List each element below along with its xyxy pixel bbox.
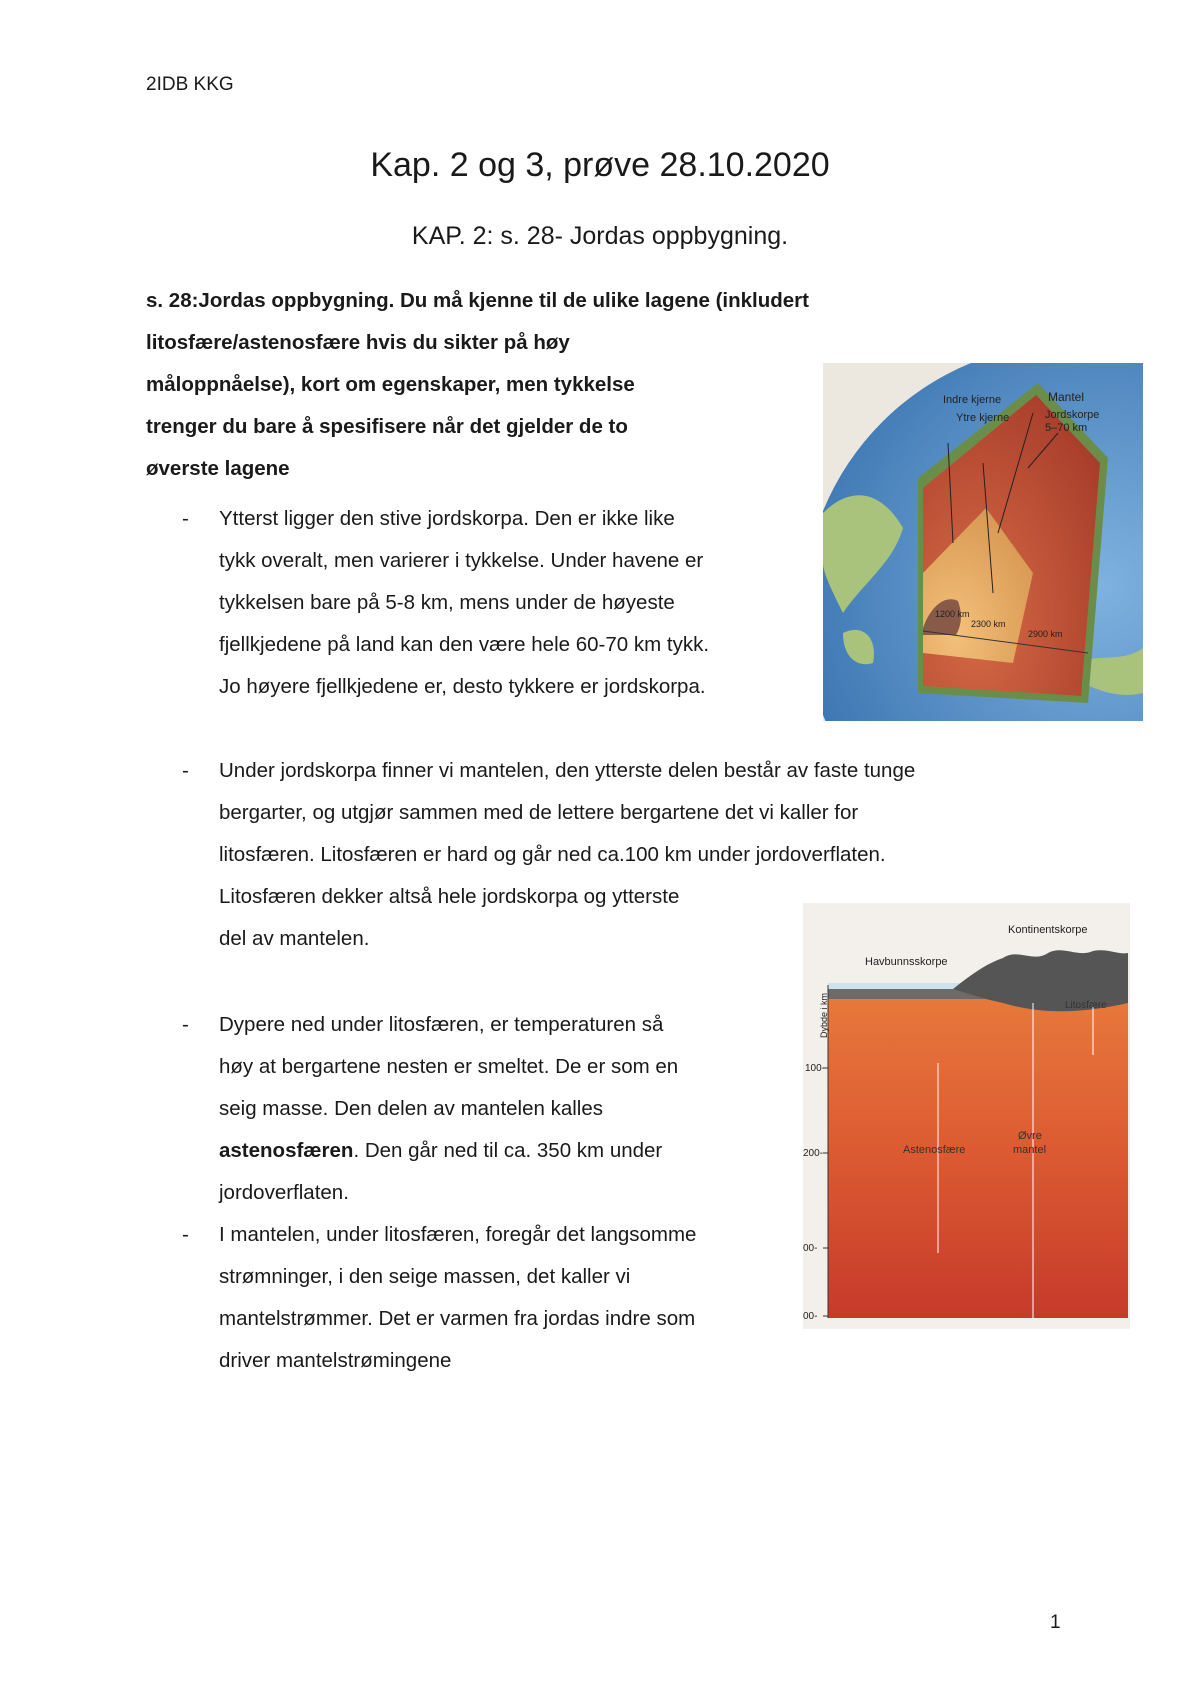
bullet-dash: - [182, 1223, 189, 1246]
label-outer-core: Ytre kjerne [956, 412, 1010, 424]
label-depth-axis: Dybde i km [819, 992, 829, 1038]
bullet-line: tykkelsen bare på 5-8 km, mens under de høyeste [219, 591, 675, 614]
lithosphere-cross-section-figure [803, 903, 1130, 1329]
bold-term: astenosfæren [219, 1139, 354, 1162]
label-upper-mantle: Øvre [1018, 1130, 1042, 1142]
page-header: 2IDB KKG [146, 74, 234, 95]
page-number: 1 [1050, 1612, 1061, 1633]
bullet-line: fjellkjedene på land kan den være hele 60-70 km tykk. [219, 633, 710, 656]
intro-line: s. 28:Jordas oppbygning. Du må kjenne til de ulike lagene (inkludert [146, 289, 809, 312]
intro-line: øverste lagene [146, 457, 290, 480]
label-radius-2: 2300 km [971, 619, 1006, 629]
bullet-line: jordoverflaten. [219, 1181, 349, 1204]
intro-line: trenger du bare å spesifisere når det gjelder de to [146, 415, 628, 438]
label-upper-mantle: mantel [1013, 1144, 1047, 1156]
tick-label: 00- [803, 1243, 818, 1254]
intro-line: måloppnåelse), kort om egenskaper, men tykkelse [146, 373, 635, 396]
label-lithosphere: Litosfære [1065, 1000, 1107, 1011]
bullet-line: Under jordskorpa finner vi mantelen, den ytterste delen består av faste tunge [219, 759, 916, 782]
bullet-line: I mantelen, under litosfæren, foregår det langsomme [219, 1223, 697, 1246]
bullet-line: Litosfæren dekker altså hele jordskorpa og ytterste [219, 885, 680, 908]
bullet-line: Ytterst ligger den stive jordskorpa. Den er ikke like [219, 507, 675, 530]
earth-layers-figure [823, 363, 1143, 721]
label-crust: Jordskorpe [1045, 409, 1100, 421]
label-inner-core: Indre kjerne [943, 394, 1002, 406]
bullet-line: bergarter, og utgjør sammen med de lettere bergartene det vi kaller for [219, 801, 859, 824]
bullet-line: seig masse. Den delen av mantelen kalles [219, 1097, 604, 1120]
tick-label: 100- [805, 1063, 826, 1074]
bullet-dash: - [182, 507, 189, 530]
bullet-line: Jo høyere fjellkjedene er, desto tykkere er jordskorpa. [219, 675, 706, 698]
label-crust-thickness: 5–70 km [1045, 422, 1088, 434]
label-mantle: Mantel [1048, 390, 1085, 404]
bullet-line: tykk overalt, men varierer i tykkelse. Under havene er [219, 549, 704, 572]
mantle-section [828, 988, 1128, 1318]
bullet-line: mantelstrømmer. Det er varmen fra jordas indre som [219, 1307, 696, 1330]
bullet-line: del av mantelen. [219, 927, 370, 950]
bullet-line-rest: . Den går ned til ca. 350 km under [353, 1139, 663, 1162]
tick-label: 00- [803, 1311, 818, 1322]
label-continental-crust: Kontinentskorpe [1008, 924, 1088, 936]
tick-label: 200- [803, 1148, 824, 1159]
page-title: Kap. 2 og 3, prøve 28.10.2020 [370, 146, 830, 184]
bullet-line: strømninger, i den seige massen, det kaller vi [219, 1265, 631, 1288]
bullet-dash: - [182, 759, 189, 782]
label-oceanic-crust: Havbunnsskorpe [865, 956, 948, 968]
label-radius-1: 1200 km [935, 609, 970, 619]
bullet-line: høy at bergartene nesten er smeltet. De er som en [219, 1055, 679, 1078]
label-asthenosphere: Astenosfære [903, 1144, 966, 1156]
label-radius-3: 2900 km [1028, 629, 1063, 639]
bullet-line: driver mantelstrømingene [219, 1349, 452, 1372]
bullet-dash: - [182, 1013, 189, 1036]
bullet-line: litosfæren. Litosfæren er hard og går ned ca.100 km under jordoverflaten. [219, 843, 886, 866]
bullet-line: Dypere ned under litosfæren, er temperaturen så [219, 1013, 664, 1036]
intro-line: litosfære/astenosfære hvis du sikter på høy [146, 331, 570, 354]
section-heading: KAP. 2: s. 28- Jordas oppbygning. [411, 222, 789, 250]
